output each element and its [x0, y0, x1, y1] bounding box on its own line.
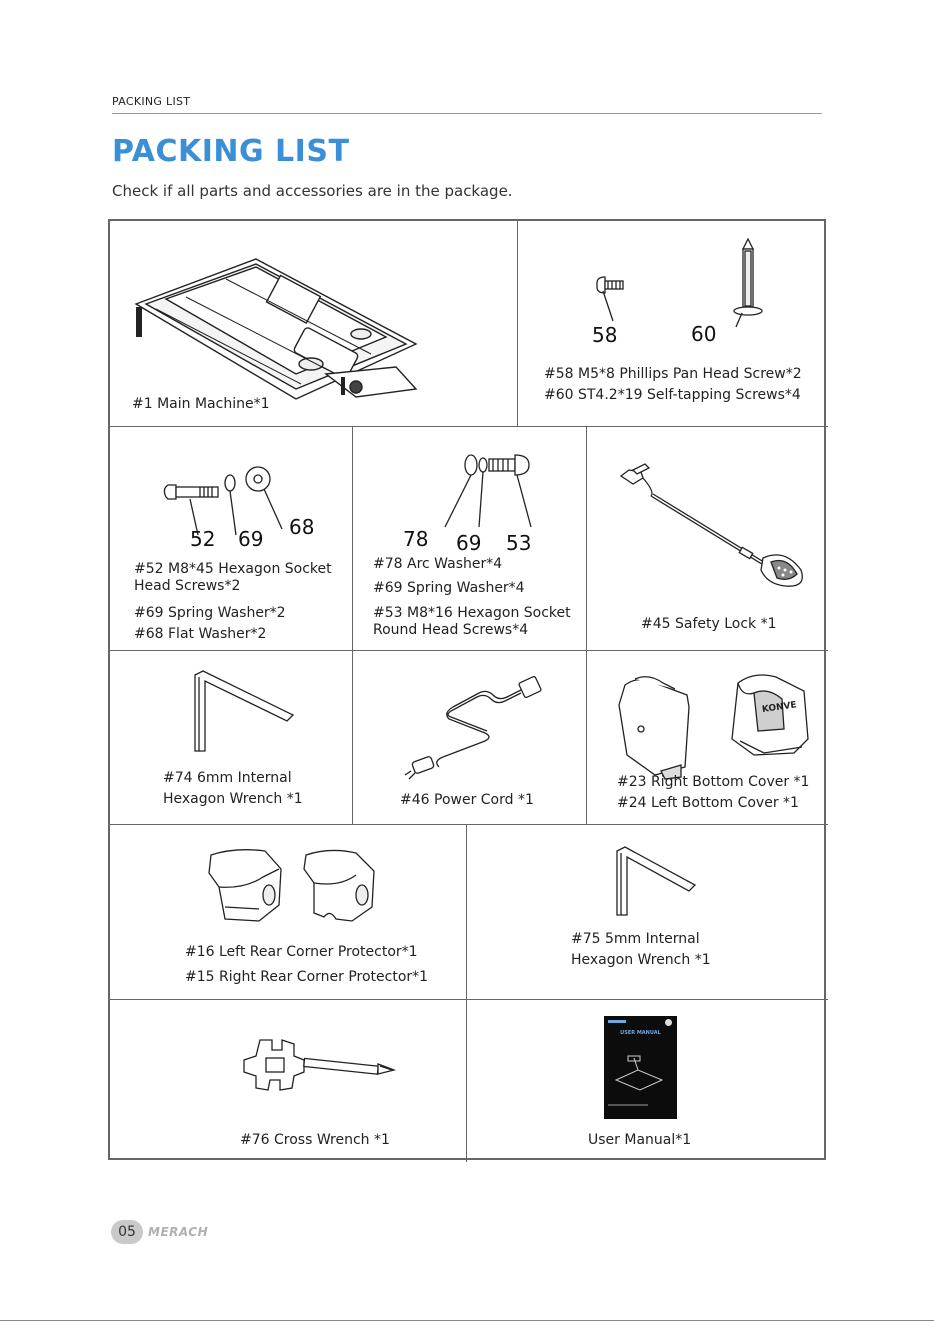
cell-corner-protectors: [110, 825, 467, 1000]
caption-right-rear-corner-protector: #15 Right Rear Corner Protector*1: [185, 969, 429, 985]
caption-cross-wrench: #76 Cross Wrench *1: [240, 1132, 390, 1148]
caption-screw-58: #58 M5*8 Phillips Pan Head Screw*2: [544, 366, 802, 382]
hex-wrench-6mm-icon: [195, 671, 295, 751]
cell-screws-53: [353, 427, 587, 651]
callout-78: 78: [403, 527, 429, 551]
callout-69-b: 69: [456, 531, 482, 555]
caption-left-bottom-cover: #24 Left Bottom Cover *1: [617, 795, 799, 811]
callout-69: 69: [238, 527, 264, 551]
callout-60: 60: [691, 322, 717, 346]
caption-power-cord: #46 Power Cord *1: [400, 792, 534, 808]
caption-washer-69: #69 Spring Washer*2: [134, 605, 286, 621]
caption-wrench-6mm-line1: #74 6mm Internal: [163, 770, 292, 786]
screw-58-icon: [593, 277, 633, 307]
bolt-53-icon: [413, 449, 553, 539]
header-divider: [112, 113, 822, 114]
caption-left-rear-corner-protector: #16 Left Rear Corner Protector*1: [185, 944, 418, 960]
caption-screw-53-line1: #53 M8*16 Hexagon Socket: [373, 605, 571, 621]
page-number: 05: [111, 1220, 143, 1244]
right-bottom-cover-icon: [615, 675, 695, 775]
cell-wrench-5mm: [467, 825, 828, 1000]
cover-brand-label: KONVE: [761, 700, 798, 716]
caption-washer-68: #68 Flat Washer*2: [134, 626, 267, 642]
power-cord-icon: [403, 679, 543, 779]
cell-wrench-6mm: [110, 651, 353, 825]
caption-safety-lock: #45 Safety Lock *1: [641, 616, 777, 632]
manual-logo-dot: [665, 1019, 672, 1026]
page-title: PACKING LIST: [112, 134, 350, 169]
cell-bottom-covers: [587, 651, 828, 825]
cell-user-manual: [467, 1000, 828, 1162]
right-rear-corner-protector-icon: [300, 847, 380, 925]
cell-screws-52: [110, 427, 353, 651]
manual-brand-mark: [608, 1020, 626, 1023]
caption-washer-78: #78 Arc Washer*4: [373, 556, 503, 572]
caption-main-machine: #1 Main Machine*1: [132, 396, 270, 412]
manual-cover-title: USER MANUAL: [620, 1030, 661, 1036]
intro-text: Check if all parts and accessories are in the package.: [112, 182, 513, 200]
section-label: PACKING LIST: [112, 95, 191, 108]
caption-screw-52-line2: Head Screws*2: [134, 578, 241, 594]
caption-wrench-5mm-line2: Hexagon Wrench *1: [571, 952, 711, 968]
cell-cross-wrench: [110, 1000, 467, 1162]
caption-wrench-6mm-line2: Hexagon Wrench *1: [163, 791, 303, 807]
cross-wrench-icon: [238, 1036, 398, 1096]
callout-58: 58: [592, 323, 618, 347]
parts-grid: [108, 219, 826, 1160]
treadmill-illustration: [126, 249, 426, 399]
caption-washer-69-b: #69 Spring Washer*4: [373, 580, 525, 596]
left-rear-corner-protector-icon: [205, 847, 285, 925]
caption-wrench-5mm-line1: #75 5mm Internal: [571, 931, 700, 947]
callout-52: 52: [190, 527, 216, 551]
cell-power-cord: [353, 651, 587, 825]
screw-60-icon: [728, 239, 768, 334]
cell-main-machine: [110, 221, 518, 427]
callout-53: 53: [506, 531, 532, 555]
caption-right-bottom-cover: #23 Right Bottom Cover *1: [617, 774, 810, 790]
caption-screw-52-line1: #52 M8*45 Hexagon Socket: [134, 561, 332, 577]
manual-treadmill-art: [614, 1056, 664, 1091]
page-bottom-edge: [0, 1320, 934, 1321]
callout-68: 68: [289, 515, 315, 539]
safety-lock-icon: [615, 462, 815, 597]
user-manual-booklet: [604, 1016, 677, 1119]
bolt-52-icon: [160, 449, 280, 539]
cell-screws-58-60: [518, 221, 828, 427]
caption-screw-60: #60 ST4.2*19 Self-tapping Screws*4: [544, 387, 801, 403]
hex-wrench-5mm-icon: [617, 847, 697, 917]
left-bottom-cover-icon: [724, 669, 814, 759]
cell-safety-lock: [587, 427, 828, 651]
manual-footer-bar: [608, 1104, 648, 1106]
caption-user-manual: User Manual*1: [588, 1132, 692, 1148]
caption-screw-53-line2: Round Head Screws*4: [373, 622, 529, 638]
brand-logo: MERACH: [148, 1225, 209, 1239]
